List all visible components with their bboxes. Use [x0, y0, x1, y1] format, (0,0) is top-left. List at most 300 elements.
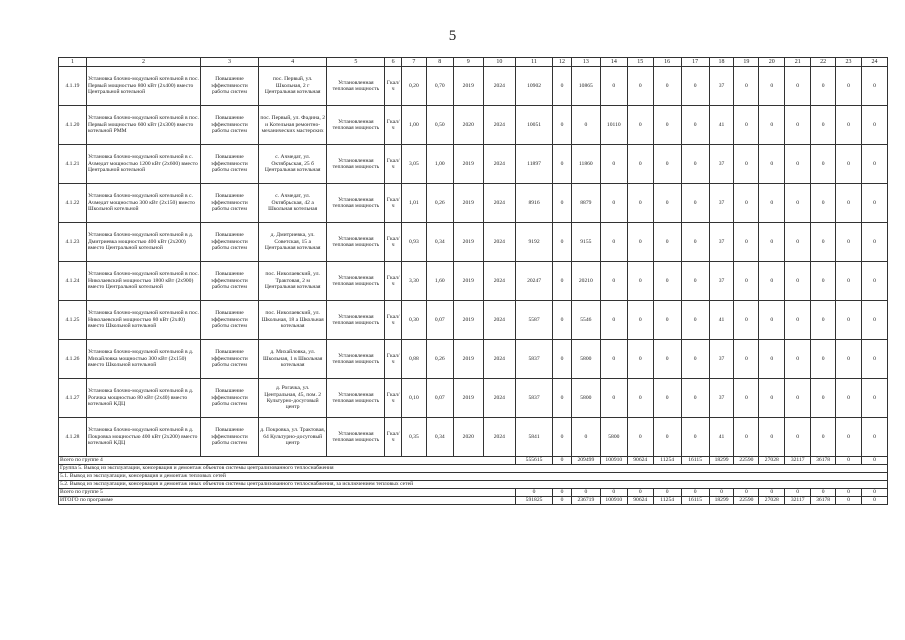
cell-aim: Повышение эффективности работы систем: [200, 106, 258, 145]
cell-v7: 0,88: [401, 340, 426, 379]
cell-v10: 2024: [483, 379, 515, 418]
total-value: 32117: [785, 457, 811, 465]
cell-v11: 5837: [515, 340, 552, 379]
total-value: 0: [681, 489, 709, 497]
cell-v11: 5837: [515, 379, 552, 418]
cell-v21: 0: [785, 145, 811, 184]
cell-v19: 0: [734, 106, 759, 145]
cell-aim: Повышение эффективности работы систем: [200, 418, 258, 457]
cell-v10: 2024: [483, 223, 515, 262]
cell-v23: 0: [836, 340, 862, 379]
cell-v13: 20210: [571, 262, 600, 301]
table-row: [59, 301, 888, 340]
cell-v11: 10051: [515, 106, 552, 145]
table-row: [59, 340, 888, 379]
cell-address: д. Михайловка, ул. Школьная, 1 в Школьная котельная: [258, 340, 326, 379]
total-value: 236719: [571, 497, 600, 505]
cell-v15: 0: [627, 418, 653, 457]
table-row: [59, 145, 888, 184]
total-value: 0: [553, 497, 572, 505]
cell-v18: 37: [709, 184, 734, 223]
cell-v10: 2024: [483, 418, 515, 457]
cell-object: Установка блочно-модульной котельной в пос. Первый мощностью 800 кВт (2х400) вместо Центральной котельной: [86, 67, 200, 106]
cell-v14: 5800: [600, 418, 627, 457]
cell-aim: Повышение эффективности работы систем: [200, 340, 258, 379]
cell-unit: Гкал/ч: [385, 67, 402, 106]
cell-v14: 0: [600, 301, 627, 340]
cell-v23: 0: [836, 262, 862, 301]
cell-v22: 0: [811, 184, 836, 223]
cell-v12: 0: [553, 223, 572, 262]
cell-indicator: Установленная тепловая мощность: [327, 418, 385, 457]
total-row: [59, 489, 888, 497]
cell-v18: 37: [709, 67, 734, 106]
cell-v10: 2024: [483, 301, 515, 340]
total-value: 0: [861, 497, 887, 505]
table-row: [59, 67, 888, 106]
cell-v10: 2024: [483, 340, 515, 379]
cell-v20: 0: [759, 301, 785, 340]
cell-v22: 0: [811, 67, 836, 106]
cell-v18: 37: [709, 379, 734, 418]
cell-v24: 0: [861, 106, 887, 145]
cell-aim: Повышение эффективности работы систем: [200, 301, 258, 340]
cell-v18: 37: [709, 262, 734, 301]
page-number: 5: [448, 28, 457, 44]
cell-v14: 0: [600, 379, 627, 418]
cell-v23: 0: [836, 379, 862, 418]
cell-v22: 0: [811, 418, 836, 457]
cell-v12: 0: [553, 106, 572, 145]
total-value: 0: [759, 489, 785, 497]
cell-address: д. Рогачка, ул. Центральная, 45, пом. 2 Культурно-досуговый центр: [258, 379, 326, 418]
cell-address: д. Дмитриевка, ул. Советская, 15 а Центральная котельная: [258, 223, 326, 262]
cell-indicator: Установленная тепловая мощность: [327, 379, 385, 418]
cell-v8: 1,60: [426, 262, 453, 301]
cell-v8: 0,34: [426, 223, 453, 262]
total-value: 209499: [571, 457, 600, 465]
total-value: 27028: [759, 457, 785, 465]
cell-v13: 0: [571, 106, 600, 145]
column-header: 12: [553, 58, 572, 67]
cell-v16: 0: [653, 184, 681, 223]
cell-v21: 0: [785, 418, 811, 457]
column-header: 23: [836, 58, 862, 67]
total-row: [59, 457, 888, 465]
cell-v20: 0: [759, 340, 785, 379]
cell-unit: Гкал/ч: [385, 301, 402, 340]
cell-v19: 0: [734, 340, 759, 379]
cell-v19: 0: [734, 301, 759, 340]
column-header: 6: [385, 58, 402, 67]
cell-v14: 0: [600, 262, 627, 301]
cell-v8: 0,26: [426, 184, 453, 223]
cell-v15: 0: [627, 145, 653, 184]
group-5-2-text: 5.2. Вывод из эксплуатации, консервация и демонтаж иных объектов системы централизованного теплоснабжения, за исключением тепловых сетей: [59, 481, 888, 489]
column-number-header: [59, 58, 888, 67]
cell-no: 4.1.19: [59, 67, 87, 106]
cell-v8: 0,34: [426, 418, 453, 457]
total-value: 100910: [600, 497, 627, 505]
cell-v20: 0: [759, 223, 785, 262]
cell-v24: 0: [861, 262, 887, 301]
table-row: [59, 418, 888, 457]
cell-object: Установка блочно-модульной котельной в пос. Первый мощностью 600 кВт (2х300) вместо котельной РММ: [86, 106, 200, 145]
cell-v7: 0,93: [401, 223, 426, 262]
column-header: 18: [709, 58, 734, 67]
cell-v19: 0: [734, 262, 759, 301]
cell-v17: 0: [681, 379, 709, 418]
cell-v20: 0: [759, 262, 785, 301]
cell-v19: 0: [734, 379, 759, 418]
cell-v16: 0: [653, 106, 681, 145]
cell-v18: 37: [709, 340, 734, 379]
total-value: 32117: [785, 497, 811, 505]
cell-no: 4.1.24: [59, 262, 87, 301]
group-5-title-text: Группа 5. Вывод из эксплуатации, консервация и демонтаж объектов системы централизованного теплоснабжения: [59, 465, 888, 473]
cell-v19: 0: [734, 145, 759, 184]
cell-indicator: Установленная тепловая мощность: [327, 106, 385, 145]
cell-v22: 0: [811, 106, 836, 145]
cell-v20: 0: [759, 145, 785, 184]
cell-v7: 1,00: [401, 106, 426, 145]
total-value: 0: [785, 489, 811, 497]
cell-v12: 0: [553, 301, 572, 340]
cell-v9: 2019: [453, 223, 483, 262]
cell-v7: 1,01: [401, 184, 426, 223]
total-value: 591825: [515, 497, 552, 505]
table-row: [59, 262, 888, 301]
cell-v11: 11897: [515, 145, 552, 184]
cell-v20: 0: [759, 418, 785, 457]
cell-v12: 0: [553, 379, 572, 418]
cell-v21: 0: [785, 340, 811, 379]
cell-v8: 0,50: [426, 106, 453, 145]
total-value: 0: [861, 457, 887, 465]
cell-v22: 0: [811, 262, 836, 301]
cell-v16: 0: [653, 223, 681, 262]
cell-object: Установка блочно-модульной котельной в с. Ачмедат мощностью 1200 кВт (2х600) вместо Центральной котельной: [86, 145, 200, 184]
total-label: ИТОГО по программе: [59, 497, 516, 505]
cell-v8: 0,07: [426, 379, 453, 418]
total-value: 90624: [627, 457, 653, 465]
cell-v11: 20247: [515, 262, 552, 301]
cell-v7: 0,10: [401, 379, 426, 418]
table-row: [59, 106, 888, 145]
cell-address: с. Ачмедат, ул. Октябрьская, 42 а Школьная котельная: [258, 184, 326, 223]
cell-v8: 0,26: [426, 340, 453, 379]
cell-v14: 0: [600, 145, 627, 184]
cell-v15: 0: [627, 184, 653, 223]
total-value: 0: [836, 457, 862, 465]
column-header: 21: [785, 58, 811, 67]
total-value: 0: [861, 489, 887, 497]
cell-v11: 5841: [515, 418, 552, 457]
total-value: 555615: [515, 457, 552, 465]
column-header: 14: [600, 58, 627, 67]
total-value: 11254: [653, 457, 681, 465]
column-header: 13: [571, 58, 600, 67]
cell-address: пос. Первый, ул. Школьная, 2 г Центральная котельная: [258, 67, 326, 106]
cell-v14: 0: [600, 223, 627, 262]
column-header: 24: [861, 58, 887, 67]
total-value: 0: [627, 489, 653, 497]
total-value: 0: [734, 489, 759, 497]
program-table: [58, 57, 888, 505]
cell-v14: 0: [600, 184, 627, 223]
total-label: Всего по группе 4: [59, 457, 516, 465]
cell-v15: 0: [627, 301, 653, 340]
table-row: [59, 379, 888, 418]
column-header: 20: [759, 58, 785, 67]
cell-v21: 0: [785, 379, 811, 418]
cell-v13: 5800: [571, 379, 600, 418]
cell-v16: 0: [653, 67, 681, 106]
cell-indicator: Установленная тепловая мощность: [327, 223, 385, 262]
cell-v14: 10110: [600, 106, 627, 145]
total-value: 22590: [734, 497, 759, 505]
cell-address: д. Покровка, ул. Трактовая, 64 Культурно-досуговый центр: [258, 418, 326, 457]
cell-v23: 0: [836, 145, 862, 184]
cell-v9: 2020: [453, 106, 483, 145]
cell-v7: 0,30: [401, 301, 426, 340]
cell-v17: 0: [681, 106, 709, 145]
cell-v8: 0,70: [426, 67, 453, 106]
cell-v17: 0: [681, 301, 709, 340]
cell-v9: 2019: [453, 379, 483, 418]
cell-v12: 0: [553, 67, 572, 106]
cell-v24: 0: [861, 418, 887, 457]
cell-aim: Повышение эффективности работы систем: [200, 379, 258, 418]
total-value: 36178: [811, 497, 836, 505]
cell-v23: 0: [836, 223, 862, 262]
cell-v23: 0: [836, 67, 862, 106]
cell-aim: Повышение эффективности работы систем: [200, 184, 258, 223]
cell-unit: Гкал/ч: [385, 223, 402, 262]
cell-object: Установка блочно-модульной котельной в д. Покровка мощностью 400 кВт (2х200) вместо котельной КДЦ: [86, 418, 200, 457]
cell-address: пос. Первый, ул. Фадина, 2 и Котельная ремонтно-механических мастерских: [258, 106, 326, 145]
total-row: [59, 497, 888, 505]
cell-v23: 0: [836, 301, 862, 340]
cell-v21: 0: [785, 223, 811, 262]
cell-v15: 0: [627, 379, 653, 418]
cell-v22: 0: [811, 223, 836, 262]
cell-indicator: Установленная тепловая мощность: [327, 262, 385, 301]
total-value: 0: [836, 489, 862, 497]
cell-v23: 0: [836, 106, 862, 145]
cell-v21: 0: [785, 301, 811, 340]
cell-v23: 0: [836, 184, 862, 223]
column-header: 22: [811, 58, 836, 67]
cell-v7: 0,35: [401, 418, 426, 457]
cell-indicator: Установленная тепловая мощность: [327, 301, 385, 340]
cell-unit: Гкал/ч: [385, 340, 402, 379]
cell-unit: Гкал/ч: [385, 106, 402, 145]
group-5-2: [59, 481, 888, 489]
cell-v12: 0: [553, 262, 572, 301]
cell-v13: 10865: [571, 67, 600, 106]
table-row: [59, 223, 888, 262]
cell-no: 4.1.28: [59, 418, 87, 457]
cell-v18: 41: [709, 301, 734, 340]
cell-v9: 2019: [453, 262, 483, 301]
column-header: 5: [327, 58, 385, 67]
cell-v24: 0: [861, 379, 887, 418]
cell-v18: 41: [709, 418, 734, 457]
column-header: 17: [681, 58, 709, 67]
cell-v24: 0: [861, 340, 887, 379]
cell-v19: 0: [734, 418, 759, 457]
cell-indicator: Установленная тепловая мощность: [327, 67, 385, 106]
column-header: 8: [426, 58, 453, 67]
cell-v21: 0: [785, 262, 811, 301]
cell-v17: 0: [681, 340, 709, 379]
total-value: 0: [811, 489, 836, 497]
cell-v24: 0: [861, 223, 887, 262]
total-value: 100910: [600, 457, 627, 465]
cell-v20: 0: [759, 184, 785, 223]
cell-v21: 0: [785, 106, 811, 145]
cell-v15: 0: [627, 223, 653, 262]
cell-indicator: Установленная тепловая мощность: [327, 340, 385, 379]
cell-unit: Гкал/ч: [385, 262, 402, 301]
column-header: 16: [653, 58, 681, 67]
cell-v19: 0: [734, 67, 759, 106]
cell-v21: 0: [785, 184, 811, 223]
total-value: 0: [836, 497, 862, 505]
cell-v18: 37: [709, 223, 734, 262]
cell-address: с. Ачмедат, ул. Октябрьская, 25 б Центральная котельная: [258, 145, 326, 184]
cell-v18: 37: [709, 145, 734, 184]
cell-v15: 0: [627, 106, 653, 145]
cell-v12: 0: [553, 418, 572, 457]
cell-unit: Гкал/ч: [385, 184, 402, 223]
cell-no: 4.1.26: [59, 340, 87, 379]
cell-v16: 0: [653, 145, 681, 184]
cell-indicator: Установленная тепловая мощность: [327, 184, 385, 223]
cell-v8: 1,00: [426, 145, 453, 184]
cell-v9: 2019: [453, 301, 483, 340]
column-header: 11: [515, 58, 552, 67]
cell-v19: 0: [734, 184, 759, 223]
cell-v22: 0: [811, 340, 836, 379]
cell-v10: 2024: [483, 184, 515, 223]
column-header: 3: [200, 58, 258, 67]
cell-v24: 0: [861, 301, 887, 340]
cell-v17: 0: [681, 262, 709, 301]
cell-unit: Гкал/ч: [385, 145, 402, 184]
cell-unit: Гкал/ч: [385, 379, 402, 418]
table-row: [59, 184, 888, 223]
total-value: 0: [709, 489, 734, 497]
cell-no: 4.1.27: [59, 379, 87, 418]
cell-v17: 0: [681, 418, 709, 457]
cell-v20: 0: [759, 379, 785, 418]
cell-v11: 8916: [515, 184, 552, 223]
cell-v8: 0,07: [426, 301, 453, 340]
cell-v23: 0: [836, 418, 862, 457]
cell-v13: 8879: [571, 184, 600, 223]
cell-v7: 3,05: [401, 145, 426, 184]
total-value: 0: [515, 489, 552, 497]
total-value: 16115: [681, 457, 709, 465]
total-value: 0: [571, 489, 600, 497]
column-header: 9: [453, 58, 483, 67]
cell-v9: 2019: [453, 67, 483, 106]
group-5-1: [59, 473, 888, 481]
cell-v14: 0: [600, 67, 627, 106]
total-value: 0: [600, 489, 627, 497]
cell-v24: 0: [861, 145, 887, 184]
cell-v17: 0: [681, 145, 709, 184]
total-label: Всего по группе 5: [59, 489, 516, 497]
cell-no: 4.1.21: [59, 145, 87, 184]
cell-v10: 2024: [483, 106, 515, 145]
cell-v21: 0: [785, 67, 811, 106]
cell-object: Установка блочно-модульной котельной в д. Рогачка мощностью 80 кВт (2х40) вместо котельной КДЦ: [86, 379, 200, 418]
cell-object: Установка блочно-модульной котельной в пос. Николаевский мощностью 80 кВт (2х40) вместо Школьной котельной: [86, 301, 200, 340]
column-header: 19: [734, 58, 759, 67]
cell-v22: 0: [811, 379, 836, 418]
column-header: 10: [483, 58, 515, 67]
cell-v15: 0: [627, 262, 653, 301]
total-value: 0: [653, 489, 681, 497]
cell-v12: 0: [553, 184, 572, 223]
cell-v17: 0: [681, 67, 709, 106]
cell-v17: 0: [681, 184, 709, 223]
cell-address: пос. Николаевский, ул. Школьная, 18 а Школьная котельная: [258, 301, 326, 340]
cell-aim: Повышение эффективности работы систем: [200, 223, 258, 262]
cell-v16: 0: [653, 418, 681, 457]
cell-v19: 0: [734, 223, 759, 262]
total-value: 90624: [627, 497, 653, 505]
cell-v22: 0: [811, 145, 836, 184]
cell-v17: 0: [681, 223, 709, 262]
cell-v11: 9192: [515, 223, 552, 262]
cell-unit: Гкал/ч: [385, 418, 402, 457]
cell-v11: 10902: [515, 67, 552, 106]
cell-address: пос. Николаевский, ул. Трактовая, 2 м Центральная котельная: [258, 262, 326, 301]
cell-aim: Повышение эффективности работы систем: [200, 145, 258, 184]
cell-v18: 41: [709, 106, 734, 145]
cell-v12: 0: [553, 340, 572, 379]
cell-aim: Повышение эффективности работы систем: [200, 262, 258, 301]
cell-v9: 2020: [453, 418, 483, 457]
column-header: 1: [59, 58, 87, 67]
cell-v13: 9155: [571, 223, 600, 262]
cell-v20: 0: [759, 67, 785, 106]
cell-v16: 0: [653, 340, 681, 379]
cell-v11: 5587: [515, 301, 552, 340]
total-value: 0: [553, 489, 572, 497]
total-value: 36178: [811, 457, 836, 465]
total-value: 27028: [759, 497, 785, 505]
cell-v12: 0: [553, 145, 572, 184]
cell-v16: 0: [653, 379, 681, 418]
cell-v10: 2024: [483, 262, 515, 301]
cell-aim: Повышение эффективности работы систем: [200, 67, 258, 106]
cell-object: Установка блочно-модульной котельной в с. Ачмедат мощностью 300 кВт (2х150) вместо Школьной котельной: [86, 184, 200, 223]
cell-v16: 0: [653, 301, 681, 340]
cell-v15: 0: [627, 67, 653, 106]
cell-v24: 0: [861, 67, 887, 106]
group-5-1-text: 5.1. Вывод из эксплуатации, консервация и демонтаж тепловых сетей: [59, 473, 888, 481]
cell-object: Установка блочно-модульной котельной в д. Михайловка мощностью 300 кВт (2х150) вместо Школьной котельной: [86, 340, 200, 379]
cell-v7: 3,30: [401, 262, 426, 301]
cell-v10: 2024: [483, 67, 515, 106]
column-header: 7: [401, 58, 426, 67]
cell-v14: 0: [600, 340, 627, 379]
